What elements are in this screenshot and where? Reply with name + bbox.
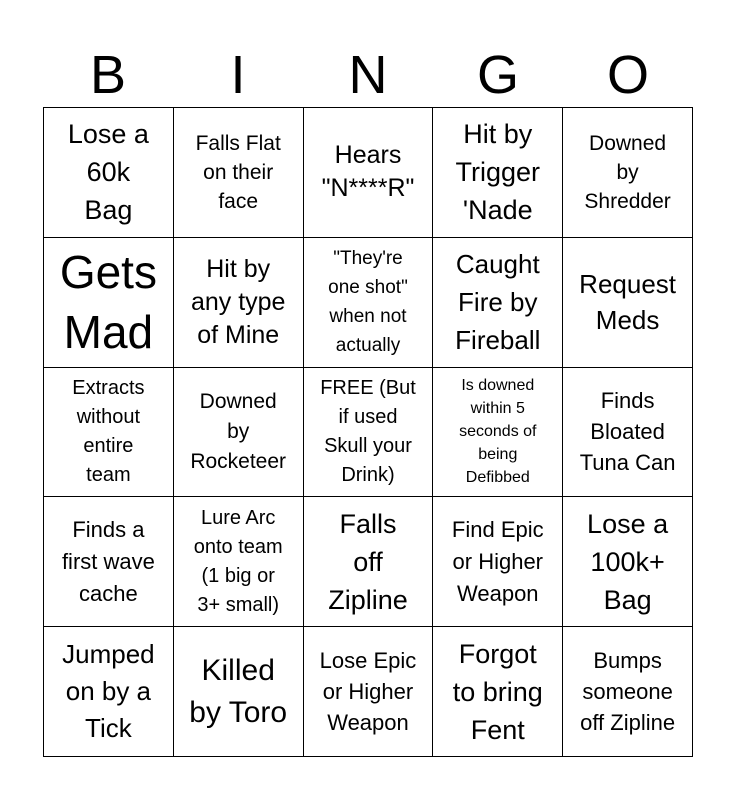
header-letter-n: N [348,45,388,105]
header-letter-g: G [476,45,519,105]
bingo-cell[interactable] [174,108,304,238]
bingo-cell[interactable] [563,108,693,238]
cell-text: Lose a 100k+ Bag [587,508,669,615]
bingo-cell[interactable] [433,368,563,498]
bingo-cell[interactable] [174,497,304,627]
bingo-cell[interactable] [44,627,174,757]
cell-text: Hears "N****R" [321,141,415,203]
bingo-cell[interactable] [433,627,563,757]
bingo-cell[interactable] [174,368,304,498]
cell-text: Extracts without entire team [72,376,145,486]
header-letter-o: O [606,45,649,105]
cell-text: Hit by any type of Mine [190,254,286,349]
bingo-cell[interactable] [563,368,693,498]
bingo-cell[interactable] [433,238,563,368]
cell-text: Killed by Toro [189,653,288,729]
bingo-cell[interactable] [563,497,693,627]
bingo-cell[interactable] [304,368,434,498]
cell-text: Downed by Rocketeer [190,389,287,473]
bingo-cell[interactable] [433,108,563,238]
cell-text: Bumps someone off Zipline [580,648,676,736]
bingo-cell[interactable] [563,238,693,368]
cell-text: Find Epic or Higher Weapon [451,516,544,606]
cell-text: Downed by Shredder [584,131,671,213]
cell-text: Lose a 60k Bag [67,119,149,226]
bingo-cell[interactable] [174,627,304,757]
bingo-cell[interactable] [44,497,174,627]
header-letter-i: I [230,45,246,105]
cell-text: Finds Bloated Tuna Can [579,388,676,476]
bingo-cell[interactable] [304,108,434,238]
cell-text: "They're one shot" when not actually [328,248,408,357]
cell-text: FREE (But if used Skull your Drink) [320,376,416,486]
bingo-card-grid [43,107,693,757]
bingo-cell[interactable] [304,238,434,368]
bingo-cell[interactable] [174,238,304,368]
cell-text: Lure Arc onto team (1 big or 3+ small) [193,506,283,616]
cell-text: Hit by Trigger 'Nade [455,119,541,226]
cell-text: Caught Fire by Fireball [455,249,541,356]
header-letter-b: B [89,45,127,105]
cell-text: Lose Epic or Higher Weapon [319,648,417,736]
bingo-cell[interactable] [563,627,693,757]
bingo-header [43,40,693,110]
bingo-cell[interactable] [304,497,434,627]
cell-text: Jumped on by a Tick [62,639,155,744]
cell-text: Is downed within 5 seconds of being Defibbed [459,377,537,487]
bingo-cell[interactable] [44,108,174,238]
cell-text: Finds a first wave cache [61,516,155,606]
bingo-cell[interactable] [44,368,174,498]
cell-text: Gets Mad [59,246,157,359]
bingo-cell[interactable] [44,238,174,368]
cell-text: Forgot to bring Fent [452,638,543,745]
cell-text: Falls Flat on their face [195,131,281,213]
bingo-cell[interactable] [433,497,563,627]
bingo-cell[interactable] [304,627,434,757]
cell-text: Request Meds [579,269,677,336]
cell-text: Falls off Zipline [328,508,408,615]
